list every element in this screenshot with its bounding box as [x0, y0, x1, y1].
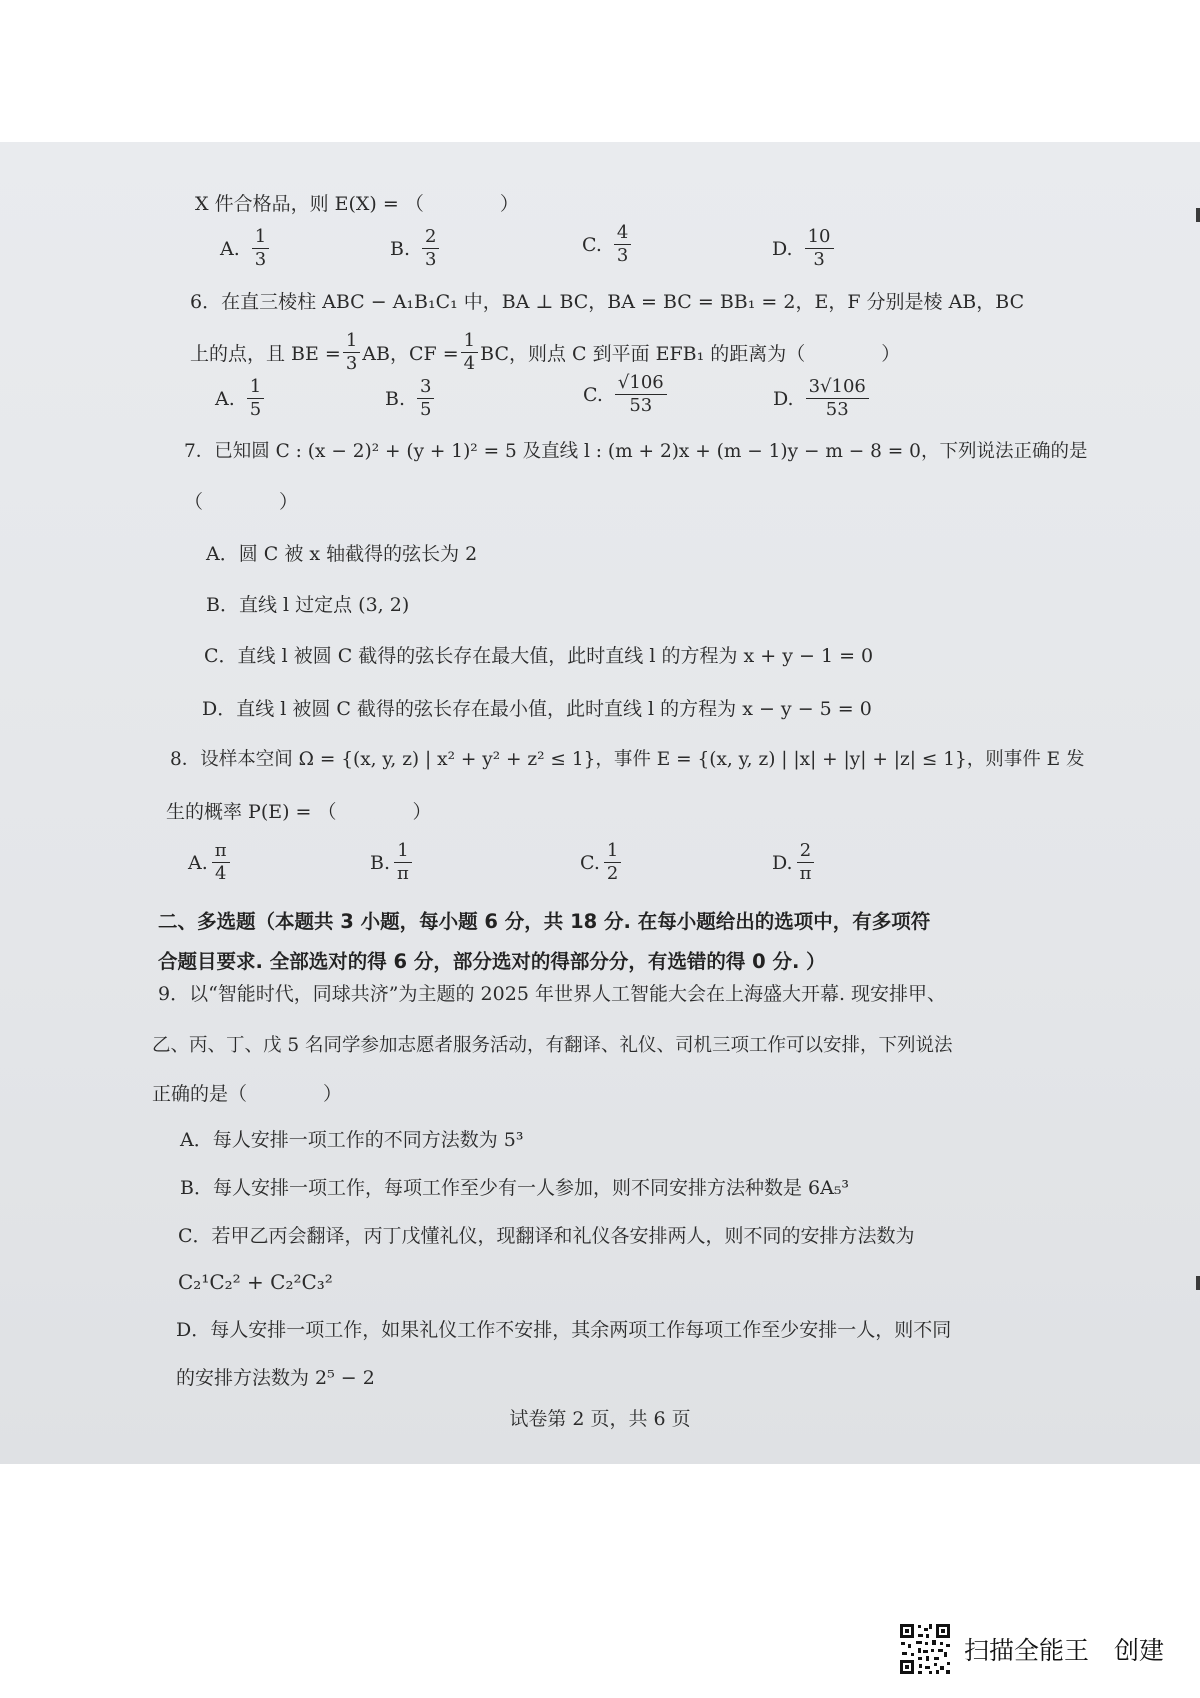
- q6-option-a: [215, 376, 266, 421]
- q9-stem-line1: 9．以“智能时代，同球共济”为主题的 2025 年世界人工智能大会在上海盛大开幕. 现安排甲、: [158, 983, 947, 1005]
- q9-option-c-line1: C．若甲乙丙会翻译，丙丁戊懂礼仪，现翻译和礼仪各安排两人，则不同的安排方法数为: [178, 1225, 915, 1247]
- fraction-denominator: π: [799, 863, 812, 884]
- q5-option-c: [582, 222, 633, 267]
- scan-edge-mark: [1196, 208, 1200, 222]
- fraction-numerator: 10: [805, 226, 834, 249]
- fraction-numerator: 2: [797, 840, 814, 863]
- option-fraction: [797, 840, 815, 885]
- q8-option-b: [370, 840, 414, 885]
- option-fraction: [422, 226, 439, 271]
- q6-stem-text-a: 上的点，且 BE =: [190, 343, 341, 365]
- fraction-denominator: π: [397, 863, 409, 884]
- q7-option-c: C．直线 l 被圆 C 截得的弦长存在最大值，此时直线 l 的方程为 x + y − 1 = 0: [204, 645, 874, 667]
- option-label: A.: [220, 237, 240, 260]
- q7-option-d: D．直线 l 被圆 C 截得的弦长存在最小值，此时直线 l 的方程为 x − y − 5 = 0: [202, 698, 872, 720]
- fraction-numerator: 3√106: [806, 376, 869, 399]
- q9-option-b: B．每人安排一项工作，每项工作至少有一人参加，则不同安排方法种数是 6A₅³: [180, 1177, 850, 1199]
- fraction-numerator: 3: [417, 376, 434, 399]
- fraction-numerator: 1: [252, 226, 269, 249]
- fraction-numerator: 1: [461, 330, 478, 353]
- fraction-denominator: 3: [616, 245, 629, 266]
- scanner-watermark: [898, 1622, 1164, 1676]
- option-fraction: [614, 222, 631, 267]
- option-label: A.: [188, 851, 208, 874]
- option-fraction: [252, 226, 269, 271]
- option-label: A.: [215, 387, 235, 410]
- q7-option-b: B．直线 l 过定点 (3, 2): [206, 594, 410, 616]
- fraction-denominator: 3: [813, 249, 825, 270]
- fraction-denominator: 4: [214, 863, 227, 884]
- option-fraction: [806, 376, 869, 421]
- q9-option-d-line2: 的安排方法数为 2⁵ − 2: [176, 1367, 375, 1389]
- q9-stem-line3: 正确的是（ ）: [152, 1083, 343, 1105]
- fraction-numerator: 2: [422, 226, 439, 249]
- q5-option-d: [772, 226, 836, 271]
- q7-stem-line1: 7．已知圆 C : (x − 2)² + (y + 1)² = 5 及直线 l : (m + 2)x + (m − 1)y − m − 8 = 0，下列说法正确的是: [184, 441, 1088, 462]
- q5-option-b: [390, 226, 441, 271]
- q5-option-a: [220, 226, 271, 271]
- q6-option-d: [773, 376, 871, 421]
- q6-stem-text-c: BC，则点 C 到平面 EFB₁ 的距离为（ ）: [480, 343, 901, 365]
- fraction-numerator: π: [212, 840, 230, 863]
- section-heading-line1: 二、多选题（本题共 3 小题，每小题 6 分，共 18 分. 在每小题给出的选项中，有多项符: [158, 910, 931, 933]
- q8-stem-line2: 生的概率 P(E) = （ ）: [166, 801, 432, 823]
- q7-option-a: A．圆 C 被 x 轴截得的弦长为 2: [206, 543, 478, 565]
- q8-option-a: [188, 840, 232, 885]
- option-label: D.: [772, 237, 793, 260]
- q5-tail-text: X 件合格品，则 E(X) = （ ）: [195, 193, 519, 215]
- option-label: B.: [370, 851, 391, 874]
- fraction-denominator: 3: [254, 249, 267, 270]
- fraction-numerator: 4: [614, 222, 631, 245]
- page-footer: 试卷第 2 页，共 6 页: [509, 1408, 691, 1430]
- fraction-numerator: 1: [343, 330, 360, 353]
- q9-option-d-line1: D．每人安排一项工作，如果礼仪工作不安排，其余两项工作每项工作至少安排一人，则不同: [176, 1319, 952, 1341]
- fraction-denominator: 2: [606, 863, 619, 884]
- option-label: B.: [390, 237, 411, 260]
- q9-stem-line2: 乙、丙、丁、戊 5 名同学参加志愿者服务活动，有翻译、礼仪、司机三项工作可以安排，下列说法: [152, 1035, 953, 1056]
- q9-option-a: A．每人安排一项工作的不同方法数为 5³: [180, 1129, 524, 1151]
- fraction-denominator: 5: [249, 399, 262, 420]
- q8-option-c: [580, 840, 623, 885]
- fraction-denominator: 3: [425, 249, 437, 270]
- option-fraction: [805, 226, 834, 271]
- fraction-denominator: 53: [825, 399, 849, 420]
- option-fraction: [604, 840, 621, 885]
- section-heading-line2: 合题目要求. 全部选对的得 6 分，部分选对的得部分分，有选错的得 0 分. ）: [158, 950, 826, 973]
- option-label: D.: [773, 387, 794, 410]
- option-label: C.: [583, 383, 603, 406]
- option-label: B.: [385, 387, 406, 410]
- fraction-denominator: 4: [463, 353, 476, 374]
- q6-fraction-cf: [461, 330, 478, 375]
- fraction-denominator: 3: [345, 353, 358, 374]
- q8-option-d: [772, 840, 816, 885]
- fraction-numerator: 1: [247, 376, 264, 399]
- watermark-text: 扫描全能王 创建: [964, 1636, 1165, 1665]
- option-fraction: [212, 840, 230, 885]
- fraction-numerator: 1: [604, 840, 621, 863]
- fraction-numerator: √106: [615, 372, 667, 395]
- option-label: C.: [582, 233, 602, 256]
- fraction-denominator: 5: [420, 399, 432, 420]
- q6-option-c: [583, 372, 669, 417]
- q8-stem-line1: 8．设样本空间 Ω = {(x, y, z) | x² + y² + z² ≤ 1}，事件 E = {(x, y, z) | |x| + |y| + |z| ≤ 1}，则事件 E 发: [170, 749, 1085, 770]
- qr-code-icon: [898, 1622, 952, 1676]
- q6-fraction-be: [343, 330, 360, 375]
- q6-stem-line2: [190, 330, 900, 375]
- q9-option-c-line2: C₂¹C₂² + C₂²C₃²: [178, 1270, 333, 1294]
- fraction-denominator: 53: [629, 395, 653, 416]
- option-fraction: [615, 372, 667, 417]
- option-fraction: [417, 376, 434, 421]
- exam-page-scan: [0, 142, 1200, 1464]
- q6-stem-line1: 6．在直三棱柱 ABC − A₁B₁C₁ 中，BA ⊥ BC，BA = BC = BB₁ = 2，E，F 分别是棱 AB，BC: [190, 291, 1025, 313]
- option-label: D.: [772, 851, 793, 874]
- fraction-numerator: 1: [394, 840, 411, 863]
- option-fraction: [394, 840, 412, 885]
- q7-stem-line2: （ ）: [184, 491, 299, 513]
- q6-option-b: [385, 376, 436, 421]
- option-label: C.: [580, 851, 600, 874]
- scan-edge-mark: [1196, 1276, 1200, 1290]
- q6-stem-text-b: AB，CF =: [362, 343, 459, 365]
- option-fraction: [247, 376, 264, 421]
